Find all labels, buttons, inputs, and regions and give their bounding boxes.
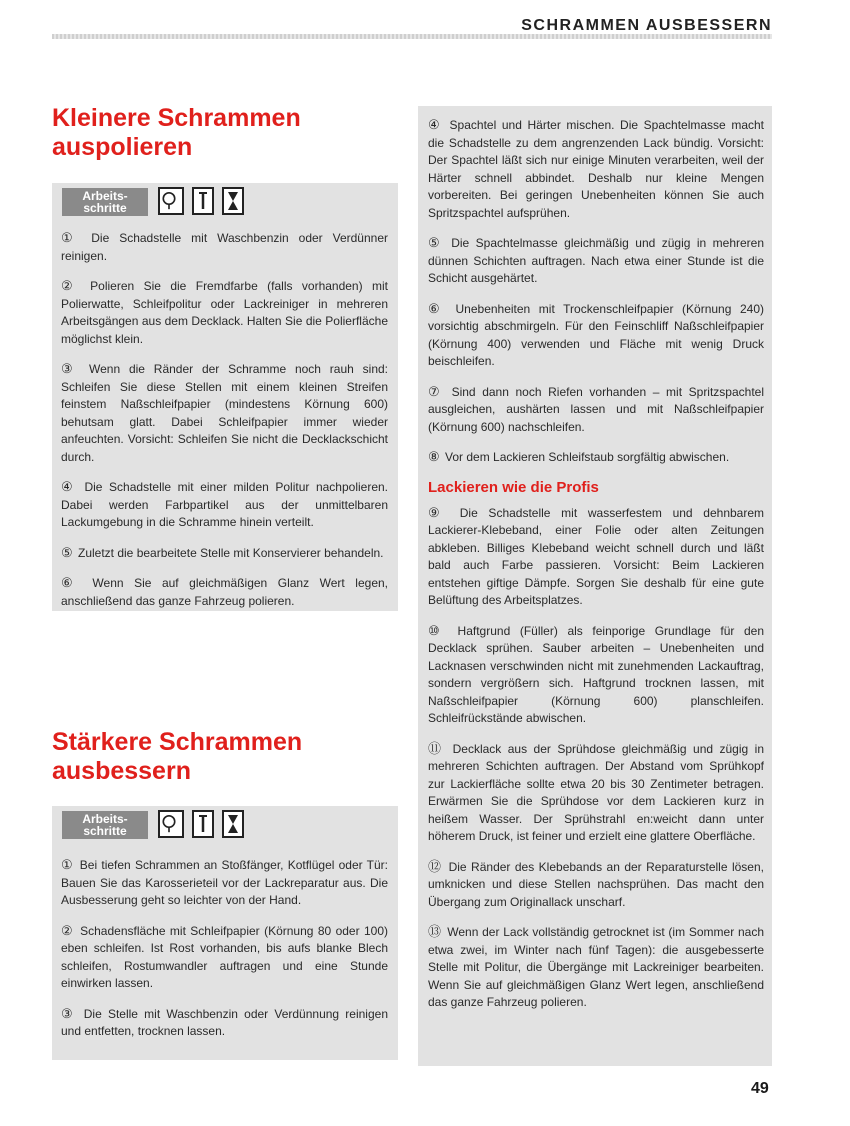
section1-badge	[62, 188, 148, 216]
section2-step: ① Bei tiefen Schrammen an Stoßfänger, Kotflügel oder Tür: Bauen Sie das Karosserieteil vor der Lackreparatur aus. Die Ausbesserung geht so leichter von der Hand.	[61, 857, 389, 907]
tree-icon	[158, 187, 184, 215]
section1-steps-banner	[52, 183, 398, 221]
running-header-title: SCHRAMMEN AUSBESSERN	[521, 17, 772, 34]
painting-subheading: Lackieren wie die Profis	[428, 478, 599, 496]
section2-heading-line1: Stärkere Schrammen	[52, 728, 303, 756]
section2-step: ③ Die Stelle mit Waschbenzin oder Verdünnung reinigen und entfetten, trocknen lassen.	[61, 1005, 388, 1038]
section1-badge-line1: Arbeits-	[82, 189, 128, 203]
tree-icon	[158, 810, 184, 838]
section2-steps-list	[52, 844, 398, 1041]
wrench-icon	[192, 187, 214, 215]
right-step: ④ Spachtel und Härter mischen. Die Spachtelmasse macht die Schadstelle zu dem angrenzenden Lack bündig. Vorsicht: Der Spachtel läßt sich nur einige Minuten verarbeiten, weil der Härter schnell abbindet. Deshalb nur kleine Mengen vorbereiten. Bei geringen Unebenheiten können Sie auch Spritzspachtel aufsprühen.	[428, 117, 764, 220]
right-step: ⑫ Die Ränder des Klebebands an der Reparaturstelle lösen, umknicken und diese Stellen nachsprühen. Das macht den Übergang zum Originallack unscharf.	[428, 858, 764, 909]
right-step: ⑦ Sind dann noch Riefen vorhanden – mit Spritzspachtel ausgleichen, aushärten lassen und mit Naßschleifpapier (Körnung 600) nachschleifen.	[428, 383, 765, 434]
section1-badge-line2: schritte	[83, 201, 127, 215]
right-step: ⑥ Unebenheiten mit Trockenschleifpapier (Körnung 240) vorsichtig abschmirgeln. Für den Feinschliff Naßschleifpapier (Körnung 400) verwenden und Fläche mit wenig Druck beischleifen.	[428, 300, 764, 368]
section1-step: ③ Wenn die Ränder der Schramme noch rauh sind: Schleifen Sie diese Stellen mit einem kleinen Streifen feinstem Naßschleifpapier (mindestens Körnung 600) behutsam glatt. Dabei Schleifpapier immer wieder anfeuchten. Vorsicht: Schleifen Sie nicht die Decklackschicht durch.	[61, 361, 388, 464]
section2-badge-line1: Arbeits-	[82, 812, 128, 826]
section1-step: ⑥ Wenn Sie auf gleichmäßigen Glanz Wert legen, anschließend das ganze Fahrzeug polieren.	[61, 575, 388, 608]
section2-steps-box	[52, 806, 398, 1060]
section1-steps-box	[52, 183, 398, 611]
section1-heading	[52, 104, 301, 162]
section1-heading-line2: auspolieren	[52, 133, 193, 161]
right-step: ⑨ Die Schadstelle mit wasserfestem und dehnbarem Lackierer-Klebeband, einer Folie oder alten Zeitungen abkleben. Billiges Klebeband weicht schnell durch und läßt bald auch Farbe passieren. Vorsicht: Beim Lackieren entstehen giftige Dämpfe. Sorgen Sie deshalb für eine gute Belüftung des Arbeitsplatzes.	[428, 504, 765, 607]
section1-step: ⑤ Zuletzt die bearbeitete Stelle mit Konservierer behandeln.	[61, 544, 384, 560]
wrench-icon	[192, 810, 214, 838]
section1-step: ② Polieren Sie die Fremdfarbe (falls vorhanden) mit Polierwatte, Schleifpolitur oder Lackreiniger in mehreren Arbeitsgängen aus dem Decklack. Halten Sie die Polierfläche möglichst klein.	[61, 278, 389, 346]
section2-step: ② Schadensfläche mit Schleifpapier (Körnung 80 oder 100) eben schleifen. Ist Rost vorhanden, bis aufs blanke Blech schleifen, Rostumwandler auftragen und eine Stunde einwirken lassen.	[61, 922, 388, 990]
right-step: ⑤ Die Spachtelmasse gleichmäßig und zügig in mehreren dünnen Schichten auftragen. Nach etwa einer Stunde ist die Schicht ausgehärtet.	[428, 235, 765, 285]
section2-heading-line2: ausbessern	[52, 757, 191, 785]
right-step: ⑪ Decklack aus der Sprühdose gleichmäßig und zügig in mehreren Schichten auftragen. Der Abstand vom Sprühkopf zur Lackierfläche sollte etwa 20 bis 30 Zentimeter betragen. Erwärmen Sie die Sprühdose vor dem Lackieren kurz in heißem Wasser. Der Sprühstrahl en:weicht dann unter höherem Druck, ist feiner und erzielt eine glattere Oberfläche.	[428, 740, 764, 843]
section2-heading	[52, 728, 302, 786]
section1-steps-list	[52, 221, 398, 610]
hourglass-icon	[222, 187, 244, 215]
section1-step: ① Die Schadstelle mit Waschbenzin oder Verdünner reinigen.	[61, 230, 388, 263]
section2-badge	[62, 811, 148, 839]
page-number: 49	[751, 1080, 769, 1097]
section1-heading-line1: Kleinere Schrammen	[52, 104, 301, 132]
right-column-box	[418, 106, 772, 1066]
right-step: ⑧ Vor dem Lackieren Schleifstaub sorgfältig abwischen.	[428, 449, 730, 464]
right-step: ⑩ Haftgrund (Füller) als feinporige Grundlage für den Decklack sprühen. Sauber arbeiten – Unebenheiten und Lacknasen verschwinden nicht mit zunehmenden Lackauftrag, sondern vergrößern sich. Haftgrund trocknen lassen, mit Naßschleifpapier (Körnung 600) planschleifen. Schleifrückstände abwischen.	[428, 622, 764, 725]
right-step: ⑬ Wenn der Lack vollständig getrocknet ist (im Sommer nach etwa zwei, im Winter nach fünf Tagen): die ausgebesserte Stelle mit Politur, die Übergänge mit Lackreiniger bearbeiten. Wenn Sie auf gleichmäßigen Glanz Wert legen, anschließend das ganze Fahrzeug polieren.	[428, 924, 764, 1009]
section1-step: ④ Die Schadstelle mit einer milden Politur nachpolieren. Dabei werden Farbpartikel aus der unmittelbaren Lackumgebung in die Schramme hinein verteilt.	[61, 479, 388, 529]
section2-badge-line2: schritte	[83, 824, 127, 838]
section2-steps-banner	[52, 806, 398, 844]
hourglass-icon	[222, 810, 244, 838]
